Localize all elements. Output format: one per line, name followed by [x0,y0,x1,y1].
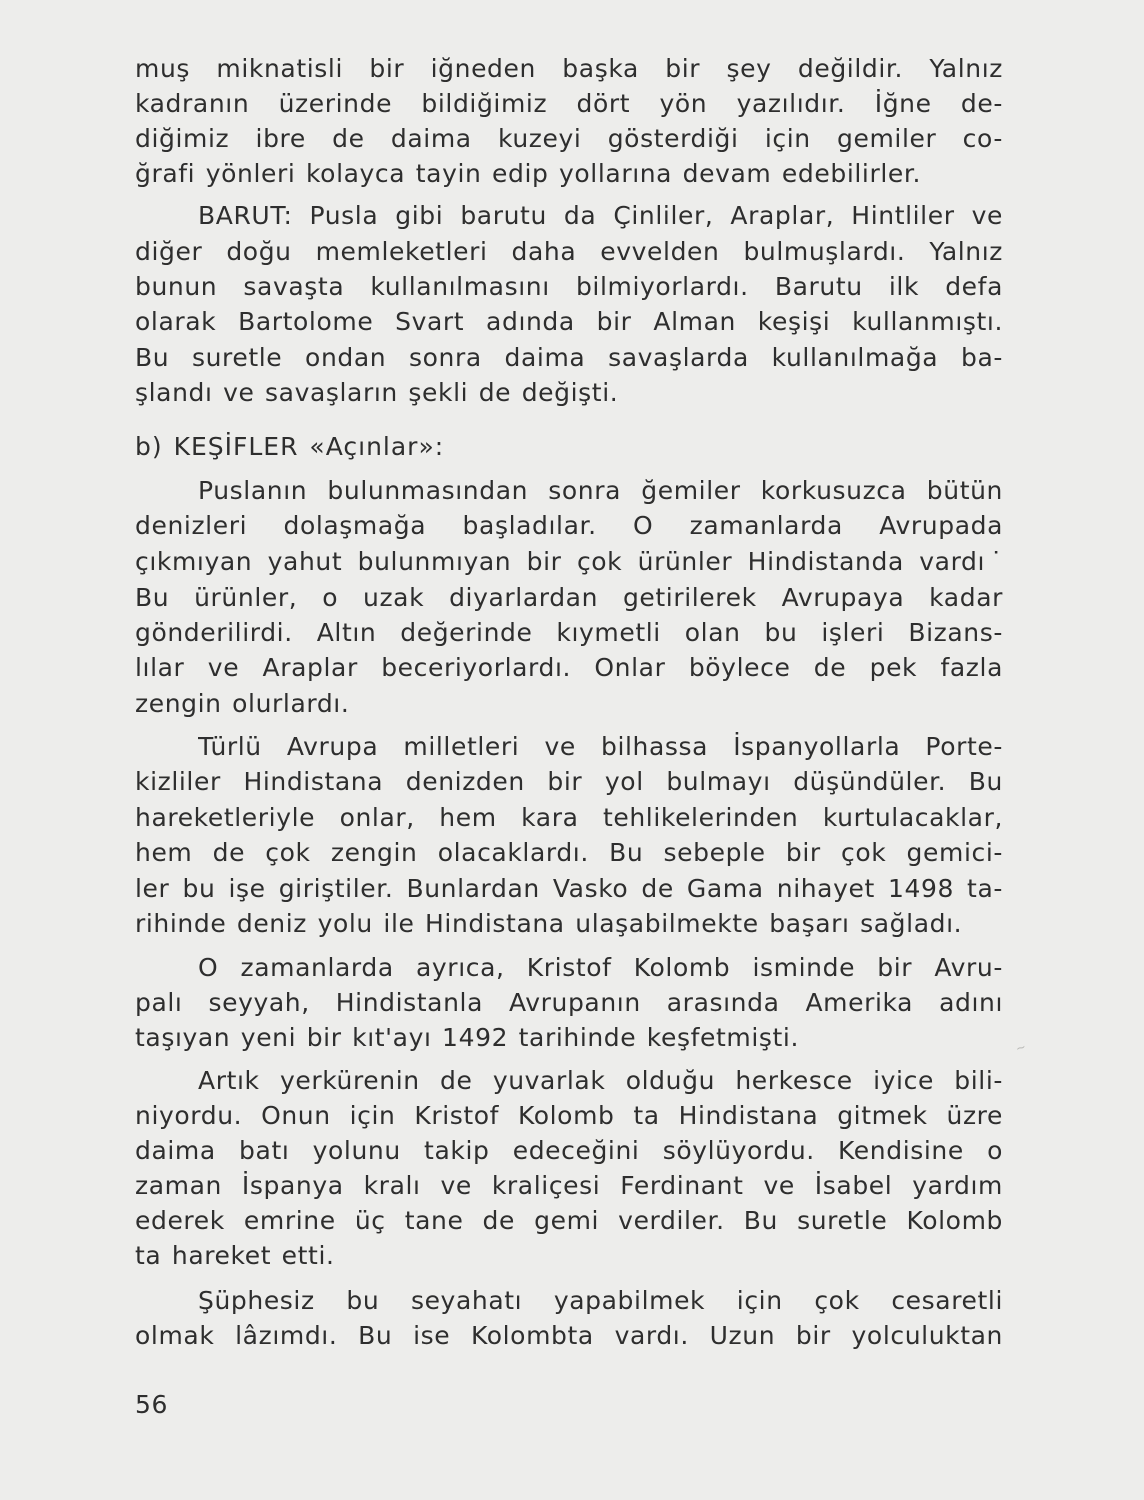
text-line: denizleri dolaşmağa başladılar. O zamanlarda Avrupada [135,511,1003,540]
text-line: olarak Bartolome Svart adında bir Alman keşişi kullanmıştı. [135,307,1003,336]
text-line: bunun savaşta kullanılmasını bilmiyorlardı. Barutu ilk defa [135,272,1003,301]
text-line: zengin olurlardı. [135,689,350,718]
text-line: hem de çok zengin olacaklardı. Bu sebeple bir çok gemici- [135,838,1003,867]
text-line: BARUT: Pusla gibi barutu da Çinliler, Araplar, Hintliler ve [198,201,1003,230]
text-line: gönderilirdi. Altın değerinde kıymetli olan bu işleri Bizans- [135,618,1003,647]
text-line: ederek emrine üç tane de gemi verdiler. Bu suretle Kolomb [135,1206,1003,1235]
text-line: Bu ürünler, o uzak diyarlardan getirilerek Avrupaya kadar [135,583,1003,612]
text-line: hareketleriyle onlar, hem kara tehlikelerinden kurtulacaklar, [135,803,1003,832]
text-line: olmak lâzımdı. Bu ise Kolombta vardı. Uzun bir yolculuktan [135,1321,1003,1350]
text-line: Bu suretle ondan sonra daima savaşlarda kullanılmağa ba- [135,343,1003,372]
text-line: niyordu. Onun için Kristof Kolomb ta Hindistana gitmek üzre [135,1101,1003,1130]
text-line: Şüphesiz bu seyahatı yapabilmek için çok cesaretli [198,1286,1003,1315]
text-line: şlandı ve savaşların şekli de değişti. [135,378,619,407]
text-line: daima batı yolunu takip edeceğini söylüyordu. Kendisine o [135,1136,1003,1165]
text-line: kadranın üzerinde bildiğimiz dört yön yazılıdır. İğne de- [135,89,1003,118]
text-line: rihinde deniz yolu ile Hindistana ulaşabilmekte başarı sağladı. [135,909,963,938]
text-line: kizliler Hindistana denizden bir yol bulmayı düşündüler. Bu [135,767,1003,796]
text-line: O zamanlarda ayrıca, Kristof Kolomb isminde bir Avru- [198,953,1003,982]
text-line: zaman İspanya kralı ve kraliçesi Ferdinant ve İsabel yardım [135,1171,1003,1200]
text-line: çıkmıyan yahut bulunmıyan bir çok ürünler Hindistanda vardı˙ [135,547,1003,576]
text-line: muş miknatisli bir iğneden başka bir şey değildir. Yalnız [135,54,1003,83]
text-line: diğimiz ibre de daima kuzeyi gösterdiği için gemiler co- [135,124,1003,153]
text-line: lılar ve Araplar beceriyorlardı. Onlar böylece de pek fazla [135,653,1003,682]
text-line: Puslanın bulunmasından sonra ğemiler korkusuzca bütün [198,476,1003,505]
text-line: taşıyan yeni bir kıt'ayı 1492 tarihinde keşfetmişti. [135,1023,800,1052]
section-heading: b) KEŞİFLER «Açınlar»: [135,432,445,461]
text-line: diğer doğu memleketleri daha evvelden bulmuşlardı. Yalnız [135,237,1003,266]
ink-smudge-icon: ~ [1013,1039,1028,1056]
text-line: palı seyyah, Hindistanla Avrupanın arasında Amerika adını [135,988,1003,1017]
text-line: Artık yerkürenin de yuvarlak olduğu herkesce iyice bili- [198,1066,1003,1095]
text-line: ler bu işe giriştiler. Bunlardan Vasko de Gama nihayet 1498 ta- [135,874,1003,903]
page-number: 56 [135,1390,169,1419]
text-line: ğrafi yönleri kolayca tayin edip yollarına devam edebilirler. [135,159,921,188]
text-line: Türlü Avrupa milletleri ve bilhassa İspanyollarla Porte- [198,732,1003,761]
text-line: ta hareket etti. [135,1241,335,1270]
